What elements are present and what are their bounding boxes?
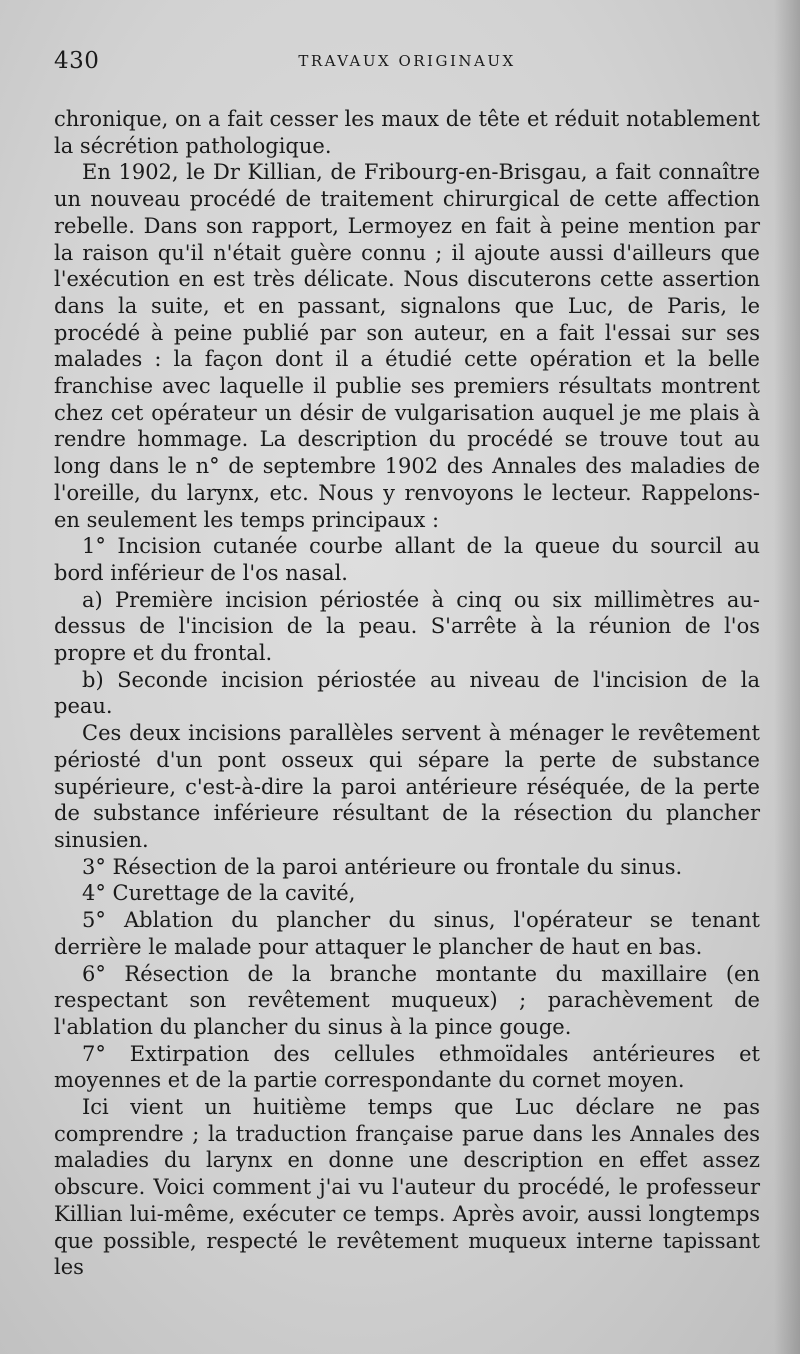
paragraph: 1° Incision cutanée courbe allant de la queue du sourcil au bord inférieur de l'os nasal. [54, 534, 760, 585]
paragraph: 6° Résection de la branche montante du maxillaire (en respectant son revêtement muqueux) ; parachèvement de l'ablation du plancher du sinus à la pince gouge. [54, 961, 760, 1039]
paragraph: 5° Ablation du plancher du sinus, l'opérateur se tenant derrière le malade pour attaquer le plancher de haut en bas. [54, 908, 760, 959]
running-header [54, 42, 760, 78]
paragraph: 3° Résection de la paroi antérieure ou frontale du sinus. [82, 854, 683, 879]
paragraph: Ces deux incisions parallèles servent à ménager le revêtement périosté d'un pont osseux qui sépare la perte de substance supérieure, c'est-à-dire la paroi antérieure réséquée, de la perte de substance inférieure résultant de la résection du plancher sinusien. [54, 721, 760, 852]
paragraph: b) Seconde incision périostée au niveau de l'incision de la peau. [54, 667, 760, 719]
paragraph: chronique, on a fait cesser les maux de tête et réduit notablement la sécrétion pathologique. [54, 107, 760, 158]
paragraph: Ici vient un huitième temps que Luc déclare ne pas comprendre ; la traduction française parue dans les Annales des maladies du larynx en donne une description en effet assez obscure. Voici comment j'ai vu l'auteur du procédé, le professeur Killian lui-même, exécuter ce temps. Après avoir, aussi longtemps que possible, respecté le revêtement muqueux interne tapissant les [54, 1095, 760, 1280]
body-text [54, 106, 760, 1281]
paragraph: a) Première incision périostée à cinq ou six millimètres au-dessus de l'incision de la peau. S'arrête à la réunion de l'os propre et du frontal. [54, 587, 760, 666]
running-title: TRAVAUX ORIGINAUX [298, 52, 516, 70]
paragraph: 4° Curettage de la cavité, [82, 881, 356, 906]
page-number: 430 [54, 48, 100, 74]
paragraph: En 1902, le Dr Killian, de Fribourg-en-Brisgau, a fait connaître un nouveau procédé de traitement chirurgical de cette affection rebelle. Dans son rapport, Lermoyez en fait à peine mention par la raison qu'il n'était guère connu ; il ajoute aussi d'ailleurs que l'exécution en est très délicate. Nous discuterons cette assertion dans la suite, et en passant, signalons que Luc, de Paris, le procédé à peine publié par son auteur, en a fait l'essai sur ses malades : la façon dont il a étudié cette opération et la belle franchise avec laquelle il publie ses premiers résultats montrent chez cet opérateur un désir de vulgarisation auquel je me plais à rendre hommage. La description du procédé se trouve tout au long dans le n° de septembre 1902 des Annales des maladies de l'oreille, du larynx, etc. Nous y renvoyons le lecteur. Rappelons-en seulement les temps principaux : [54, 160, 760, 532]
paragraph: 7° Extirpation des cellules ethmoïdales antérieures et moyennes et de la partie correspondante du cornet moyen. [54, 1041, 760, 1093]
